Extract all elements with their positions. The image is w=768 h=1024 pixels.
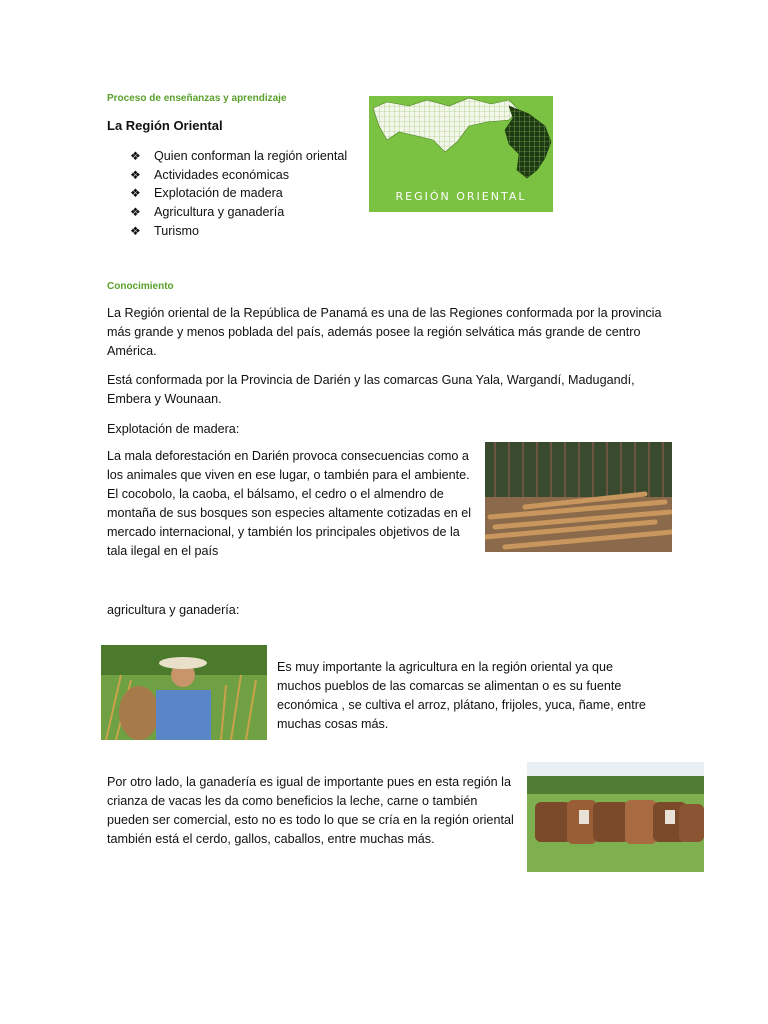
intro-paragraph: La Región oriental de la República de Panamá es una de las Regiones conformada por la provincia más grande y menos poblada del país, además posee la región selvática más grande de centro América. <box>107 306 662 358</box>
diamond-bullet-icon: ❖ <box>130 205 141 220</box>
region-map-image <box>369 96 553 212</box>
diamond-bullet-icon: ❖ <box>130 223 141 238</box>
timber-heading: Explotación de madera: <box>107 422 240 436</box>
topic-list <box>130 147 370 241</box>
timber-paragraph: La mala deforestación en Darién provoca consecuencias como a los animales que viven en ese lugar, o también para el ambiente. El cocobolo, la caoba, el bálsamo, el cedro o el almendro de montaña de sus bosques son especies altamente cotizadas en el mercado internacional, y también los principales objetivos de la tala ilegal en el país <box>107 449 472 558</box>
knowledge-label: Conocimiento <box>107 281 174 292</box>
page-title: La Región Oriental <box>107 118 223 133</box>
timber-photo <box>485 442 672 552</box>
list-item: ❖ Actividades económicas <box>130 166 370 185</box>
diamond-bullet-icon: ❖ <box>130 167 141 182</box>
diamond-bullet-icon: ❖ <box>130 186 141 201</box>
farmer-photo <box>101 645 267 740</box>
list-item: ❖ Agricultura y ganadería <box>130 203 370 222</box>
section-label: Proceso de enseñanzas y aprendizaje <box>107 93 287 104</box>
agriculture-paragraph: Es muy importante la agricultura en la región oriental ya que muchos pueblos de las comarcas se alimentan o es su fuente económica , se cultiva el arroz, plátano, frijoles, yuca, ñame, entre muchas cosas más. <box>277 660 646 731</box>
composition-paragraph: Está conformada por la Provincia de Darién y las comarcas Guna Yala, Wargandí, Madugandí, Embera y Wounaan. <box>107 373 635 406</box>
map-caption: REGIÓN ORIENTAL <box>395 190 527 203</box>
livestock-paragraph: Por otro lado, la ganadería es igual de importante pues en esta región la crianza de vacas les da como beneficios la leche, carne o también pueden ser comercial, esto no es todo lo que se cría en la región oriental también está el cerdo, gallos, caballos, entre muchas más. <box>107 775 514 846</box>
list-item: ❖ Explotación de madera <box>130 184 370 203</box>
list-item: ❖ Quien conforman la región oriental <box>130 147 370 166</box>
list-item: ❖ Turismo <box>130 222 370 241</box>
diamond-bullet-icon: ❖ <box>130 149 141 163</box>
cattle-photo <box>527 762 704 872</box>
agriculture-heading: agricultura y ganadería: <box>107 603 240 617</box>
